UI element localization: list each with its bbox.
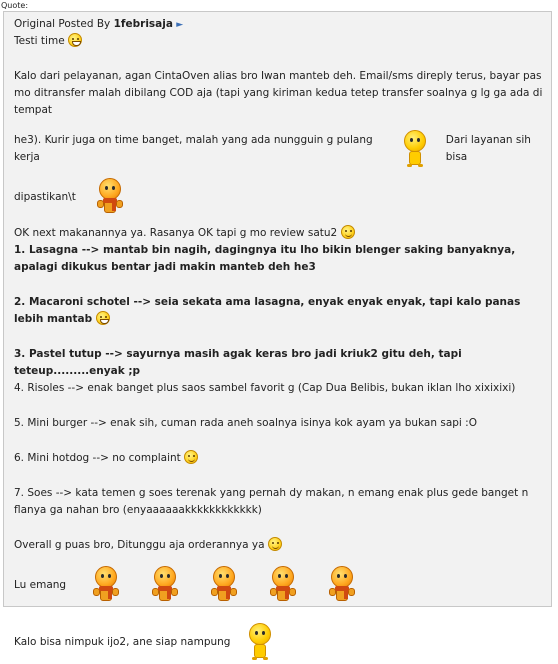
overall-text: Overall g puas bro, Ditunggu aja orderannya ya: [14, 539, 265, 551]
grin-smiley-icon: [96, 311, 110, 325]
paragraph-service: Kalo dari pelayanan, agan CintaOven alias bro Iwan manteb deh. Email/sms direply terus, bayar pas mo ditransfer malah dibilang COD aja (tapi yang kiriman kedua tetep transfer soalnya g lg ga ada di tempat: [14, 70, 543, 116]
posted-by-line: [14, 16, 551, 33]
orange-smiley-figure-icon: [210, 566, 238, 604]
courier-text: he3). Kurir juga on time banget, malah yang ada nungguin g pulang kerja: [14, 134, 373, 163]
quote-box: [3, 11, 552, 648]
orange-smiley-figure-icon: [96, 178, 124, 216]
orange-smiley-figure-icon: [269, 566, 297, 604]
kalo-line: [14, 620, 551, 664]
item-risoles: 4. Risoles --> enak banget plus saos sambel favorit g (Cap Dua Belibis, bukan iklan lho xixixixi): [14, 382, 516, 394]
lu-emang-text: Lu emang: [14, 578, 67, 591]
testi-line: [14, 33, 551, 50]
item-burger: 5. Mini burger --> enak sih, cuman rada aneh soalnya isinya kok ayam ya bukan sapi :O: [14, 417, 477, 429]
view-post-arrow-icon[interactable]: ►: [176, 20, 184, 30]
orange-smiley-figure-icon: [328, 566, 356, 604]
quote-label: Quote:: [1, 1, 29, 10]
yellow-smiley-figure-icon: [401, 130, 428, 168]
paragraph-courier: [14, 129, 551, 169]
grin-smiley-icon: [68, 33, 82, 47]
smile-smiley-icon: [341, 225, 355, 239]
assured-text: dipastikan\t: [14, 190, 76, 203]
kalo-text: Kalo bisa nimpuk ijo2, ane siap nampung: [14, 635, 231, 648]
orange-smiley-figure-icon: [151, 566, 179, 604]
testi-text: Testi time: [14, 35, 65, 47]
item-hotdog: [14, 450, 551, 467]
item-pastel: 3. Pastel tutup --> sayurnya masih agak keras bro jadi kriuk2 gitu deh, tapi teteup.........enyak ;p: [14, 348, 462, 377]
lu-emang-line: [14, 562, 551, 608]
ok-line: [14, 225, 551, 242]
smile-smiley-icon: [268, 537, 282, 551]
item-macaroni: [14, 294, 551, 328]
posted-user[interactable]: 1febrisaja: [113, 18, 173, 30]
item-macaroni-text: 2. Macaroni schotel --> seia sekata ama lasagna, enyak enyak enyak, tapi kalo panas lebih mantab: [14, 296, 521, 325]
smile-smiley-icon: [184, 450, 198, 464]
item-soes: 7. Soes --> kata temen g soes terenak yang pernah dy makan, n emang enak plus gede banget n flanya ga nahan bro (enyaaaaaakkkkkkkkkkkk): [14, 487, 529, 516]
quote-content: [4, 12, 551, 664]
overall-line: [14, 537, 551, 554]
service-assured-text: Dari layanan sih bisa: [445, 134, 531, 163]
item-lasagna: 1. Lasagna --> mantab bin nagih, dagingnya itu lho bikin blenger saking banyaknya, apalagi dikukus bentar jadi makin manteb deh he3: [14, 244, 516, 273]
paragraph-assured: [14, 175, 551, 219]
yellow-smiley-figure-icon: [246, 623, 274, 661]
ok-text: OK next makanannya ya. Rasanya OK tapi g mo review satu2: [14, 227, 338, 239]
posted-prefix: Original Posted By: [14, 18, 111, 30]
item-hotdog-text: 6. Mini hotdog --> no complaint: [14, 452, 181, 464]
orange-smiley-figure-icon: [92, 566, 120, 604]
